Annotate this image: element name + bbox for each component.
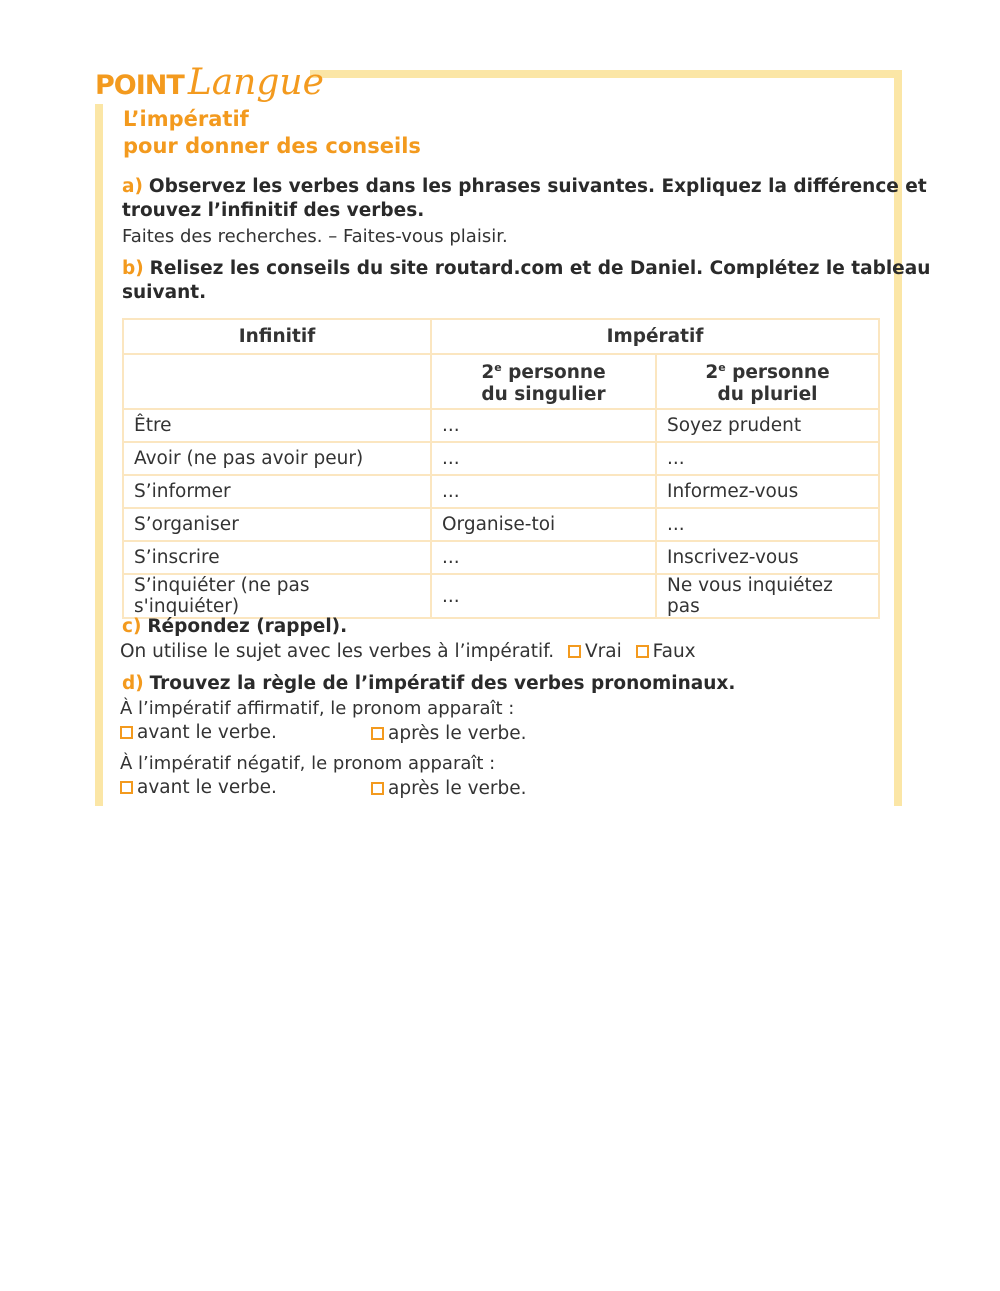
cell-singulier: Organise-toi [431,508,656,541]
table-row [123,574,879,618]
question-d [122,672,735,696]
table-row [123,475,879,508]
question-a-example: Faites des recherches. – Faites-vous plaisir. [122,226,508,247]
logo-point: POINT [95,70,184,101]
subheader-singulier: 2e personne du singulier [431,354,656,409]
title-line-1: L’impératif [123,107,249,131]
cell-singulier: ... [431,409,656,442]
cell-infinitif: Avoir (ne pas avoir peur) [123,442,431,475]
cell-infinitif: Être [123,409,431,442]
checkbox-icon [120,726,133,739]
affirmatif-prompt: À l’impératif affirmatif, le pronom apparaît : [120,698,515,719]
frame-left-border [95,104,103,806]
cell-singulier: ... [431,442,656,475]
section-title [123,106,421,160]
title-line-2: pour donner des conseils [123,134,421,158]
frame-top-border [310,70,902,78]
subheader-pluriel: 2e personne du pluriel [656,354,879,409]
header-imperatif: Impératif [431,319,879,354]
question-c-statement-line [120,641,696,662]
question-a-label: a) [122,176,143,197]
table-row [123,442,879,475]
question-c-label: c) [122,616,142,637]
cell-infinitif: S’inquiéter (ne pas s'inquiéter) [123,574,431,618]
question-c-text: Répondez (rappel). [147,616,348,637]
table-row [123,409,879,442]
question-b-text-1: Relisez les conseils du site routard.com et de Daniel. Complétez le tableau [149,258,931,279]
checkbox-faux[interactable]: Faux [636,641,696,662]
cell-pluriel: Soyez prudent [656,409,879,442]
cell-infinitif: S’informer [123,475,431,508]
question-d-text: Trouvez la règle de l’impératif des verbes pronominaux. [149,673,736,694]
negatif-prompt: À l’impératif négatif, le pronom apparaît : [120,753,496,774]
logo-langue: Langue [187,62,324,103]
cell-singulier: ... [431,574,656,618]
cell-infinitif: S’organiser [123,508,431,541]
checkbox-icon [371,782,384,795]
question-c-statement: On utilise le sujet avec les verbes à l’impératif. [120,641,555,662]
imperatif-table [122,318,880,619]
question-d-label: d) [122,673,144,694]
checkbox-vrai[interactable]: Vrai [568,641,622,662]
cell-infinitif: S’inscrire [123,541,431,574]
cell-pluriel: ... [656,442,879,475]
question-a-text-2: trouvez l’infinitif des verbes. [122,200,425,221]
header-infinitif: Infinitif [123,319,431,354]
question-b-text-2: suivant. [122,282,207,303]
cell-pluriel: Informez-vous [656,475,879,508]
checkbox-affirmatif-avant[interactable]: avant le verbe. [120,722,277,743]
table-row [123,541,879,574]
question-c [122,615,347,639]
cell-singulier: ... [431,475,656,508]
cell-pluriel: Ne vous inquiétez pas [656,574,879,618]
checkbox-icon [636,645,649,658]
checkbox-negatif-apres[interactable]: après le verbe. [371,778,527,799]
subheader-empty [123,354,431,409]
cell-pluriel: Inscrivez-vous [656,541,879,574]
cell-pluriel: ... [656,508,879,541]
question-a [122,175,927,223]
point-langue-logo [95,62,324,103]
question-a-text-1: Observez les verbes dans les phrases suivantes. Expliquez la différence et [148,176,927,197]
checkbox-icon [568,645,581,658]
cell-singulier: ... [431,541,656,574]
checkbox-affirmatif-apres[interactable]: après le verbe. [371,723,527,744]
checkbox-icon [371,727,384,740]
question-b [122,257,930,305]
table-row [123,508,879,541]
question-b-label: b) [122,258,144,279]
checkbox-icon [120,781,133,794]
checkbox-negatif-avant[interactable]: avant le verbe. [120,777,277,798]
